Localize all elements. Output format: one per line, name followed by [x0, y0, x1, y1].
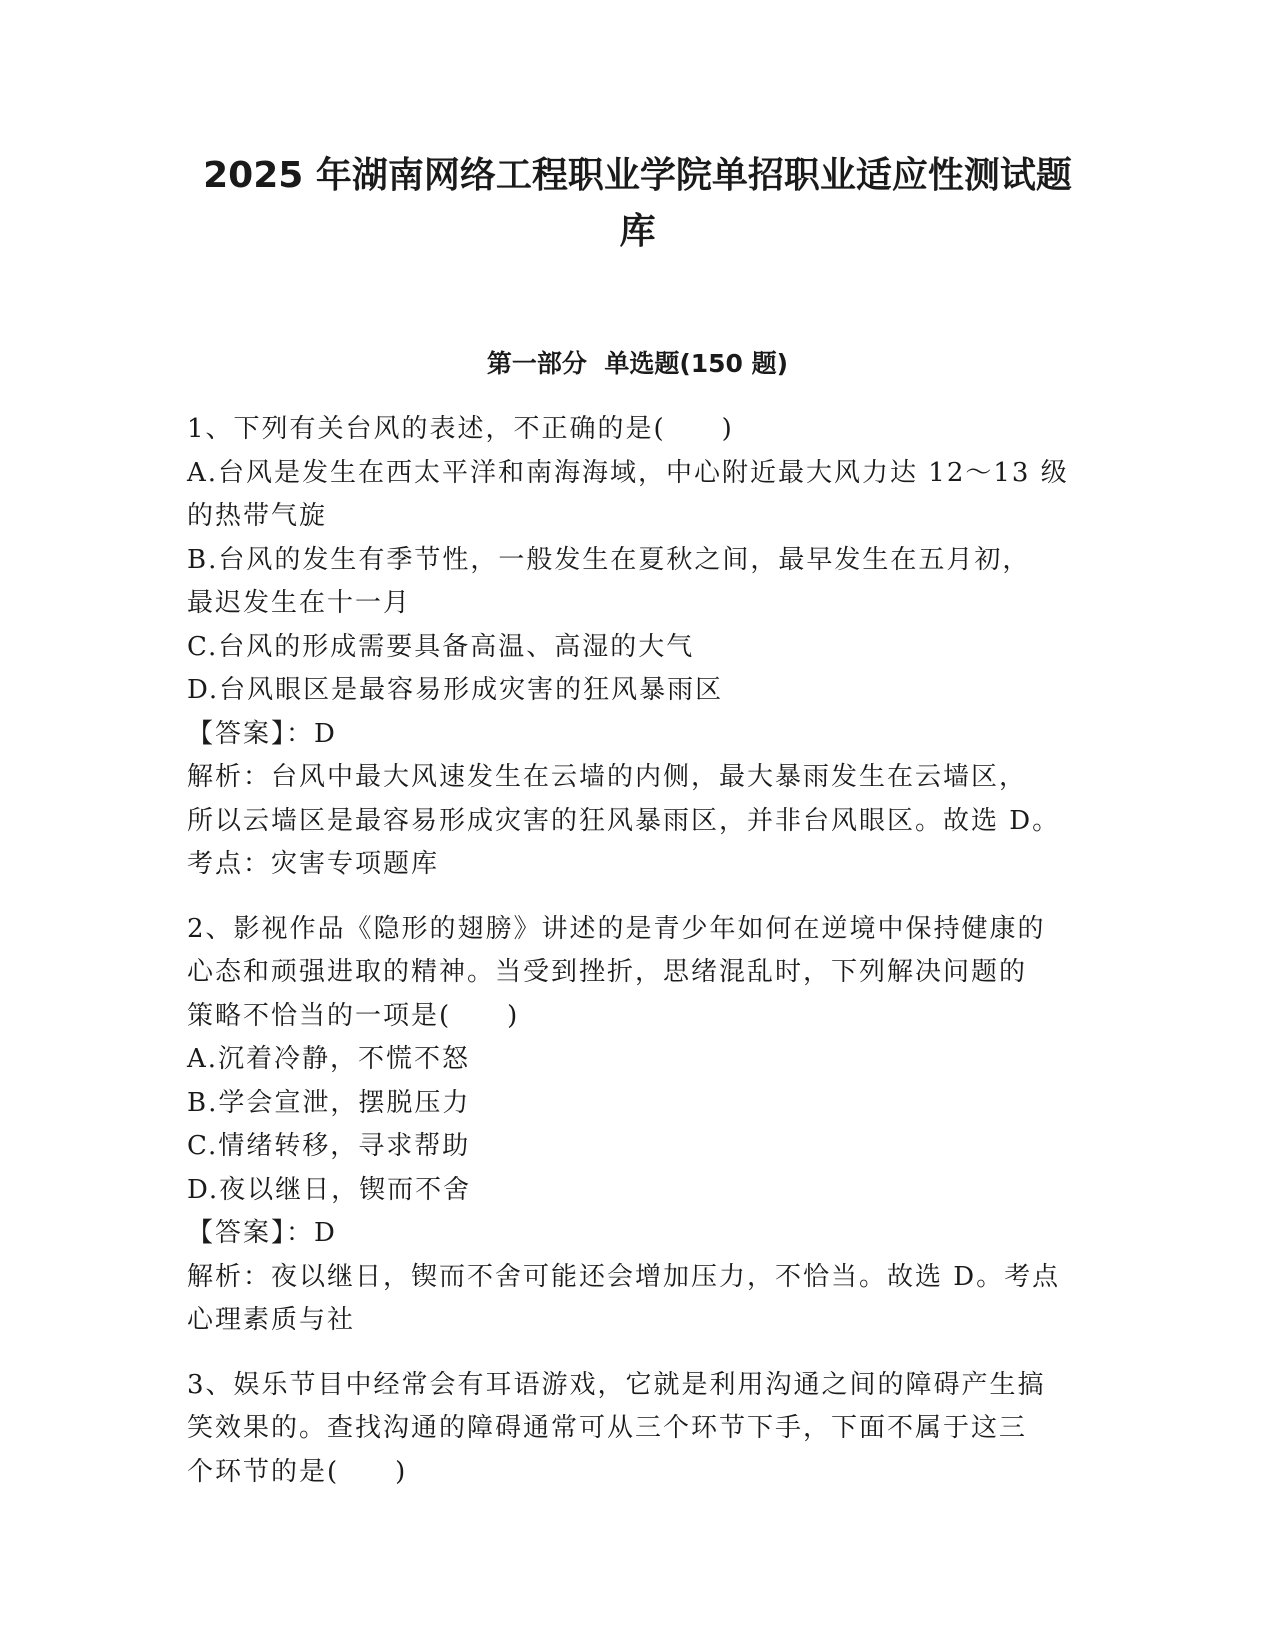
question-3	[187, 1364, 1087, 1495]
document-title	[150, 148, 1125, 260]
answer: 【答案】：D	[187, 1218, 337, 1248]
question-list	[187, 408, 1087, 1515]
question-stem: 策略不恰当的一项是( )	[187, 1000, 520, 1031]
question-stem: 个环节的是( )	[187, 1456, 408, 1487]
question-stem: 3、娱乐节目中经常会有耳语游戏，它就是利用沟通之间的障碍产生搞	[187, 1369, 1046, 1400]
option-c: C.情绪转移，寻求帮助	[187, 1131, 471, 1161]
option-c: C.台风的形成需要具备高温、高湿的大气	[187, 631, 695, 662]
analysis-line: 所以云墙区是最容易形成灾害的狂风暴雨区，并非台风眼区。故选 D。	[187, 805, 1061, 836]
option-a: A.台风是发生在西太平洋和南海海域，中心附近最大风力达 12～13 级	[187, 457, 1069, 488]
answer: 【答案】：D	[187, 718, 337, 749]
analysis-line: 解析：夜以继日，锲而不舍可能还会增加压力，不恰当。故选 D。考点	[187, 1261, 1061, 1292]
option-d: D.台风眼区是最容易形成灾害的狂风暴雨区	[187, 675, 724, 705]
question-2	[187, 908, 1087, 1343]
option-b: B.台风的发生有季节性，一般发生在夏秋之间，最早发生在五月初，	[187, 544, 1031, 575]
question-stem: 1、下列有关台风的表述，不正确的是( )	[187, 414, 734, 444]
option-b-continued: 最迟发生在十一月	[187, 588, 412, 618]
question-1	[187, 408, 1087, 887]
option-b: B.学会宣泄，摆脱压力	[187, 1087, 471, 1118]
question-stem: 笑效果的。查找沟通的障碍通常可从三个环节下手，下面不属于这三	[187, 1413, 1028, 1443]
option-a: A.沉着冷静，不慌不怒	[187, 1044, 471, 1074]
option-d: D.夜以继日，锲而不舍	[187, 1174, 472, 1205]
analysis-topic: 考点：灾害专项题库	[187, 849, 440, 879]
analysis-line: 解析：台风中最大风速发生在云墙的内侧，最大暴雨发生在云墙区，	[187, 762, 1028, 792]
analysis-line: 心理素质与社	[187, 1305, 356, 1335]
question-stem: 2、影视作品《隐形的翅膀》讲述的是青少年如何在逆境中保持健康的	[187, 913, 1046, 944]
title-line-2: 库	[619, 211, 656, 252]
title-line-1: 2025 年湖南网络工程职业学院单招职业适应性测试题	[203, 155, 1072, 196]
question-stem: 心态和顽强进取的精神。当受到挫折，思绪混乱时，下列解决问题的	[187, 957, 1028, 987]
option-a-continued: 的热带气旋	[187, 501, 328, 531]
section-heading: 第一部分 单选题(150 题)	[486, 349, 789, 378]
